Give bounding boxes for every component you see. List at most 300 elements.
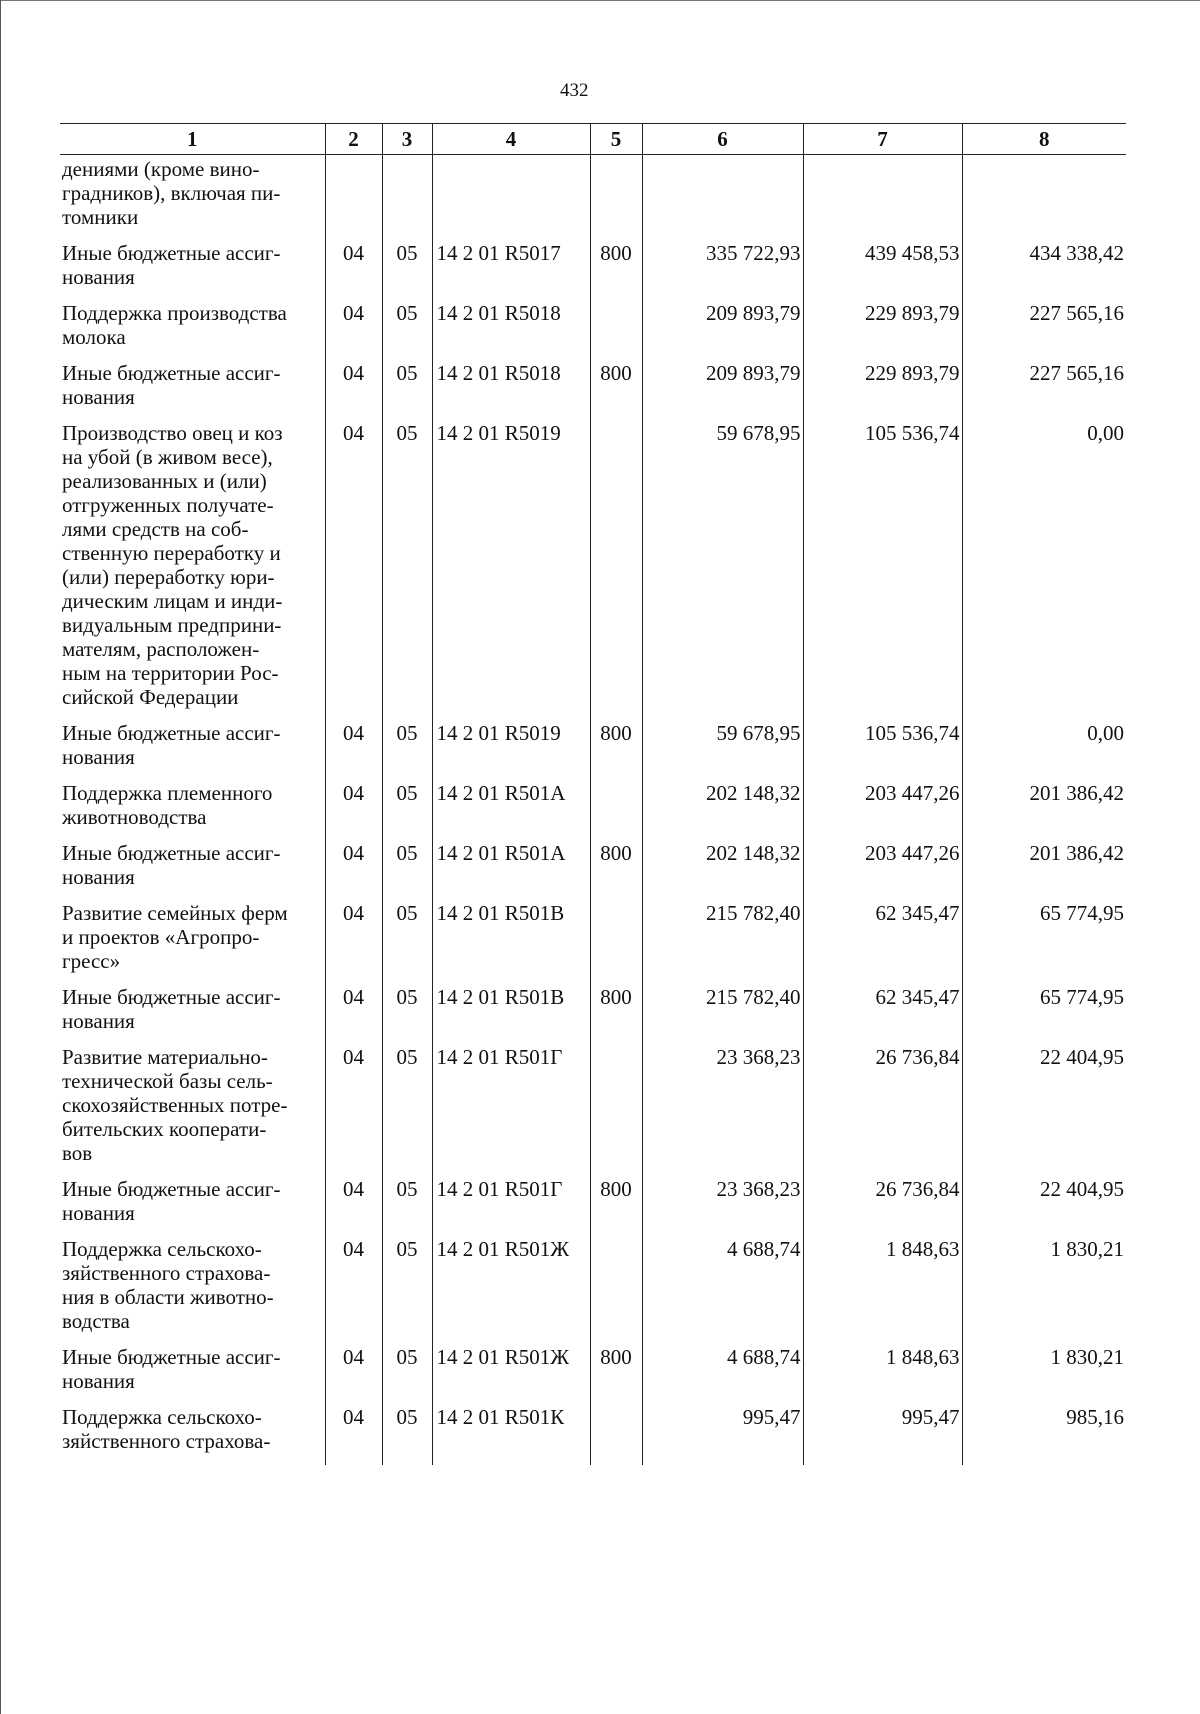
table-row xyxy=(60,781,1126,829)
spacer-cell xyxy=(60,1165,325,1177)
spacer-cell xyxy=(803,1033,962,1045)
amount-col7-cell: 1 848,63 xyxy=(803,1345,962,1393)
spacer-cell xyxy=(325,769,382,781)
row-name-line: Иные бюджетные ассиг- xyxy=(62,361,281,385)
row-name-line: нования xyxy=(62,1009,135,1033)
row-name-line: водства xyxy=(62,1309,130,1333)
table-row xyxy=(60,301,1126,349)
row-spacer xyxy=(60,1453,1126,1465)
row-name-line: Развитие материально- xyxy=(62,1045,268,1069)
row-name-cell xyxy=(60,155,325,230)
row-name-line: зяйственного страхова- xyxy=(62,1429,271,1453)
row-name-cell xyxy=(60,1345,325,1393)
section-code-cell: 04 xyxy=(325,1177,382,1225)
spacer-cell xyxy=(642,889,803,901)
scan-left-edge xyxy=(0,0,1,1714)
amount-col8-cell: 434 338,42 xyxy=(962,241,1126,289)
amount-col7-cell: 203 447,26 xyxy=(803,781,962,829)
amount-col6-cell xyxy=(642,155,803,230)
expense-type-cell xyxy=(590,155,642,230)
section-code-cell: 04 xyxy=(325,421,382,709)
row-name-line: бительских кооперати- xyxy=(62,1117,267,1141)
amount-col6-cell: 59 678,95 xyxy=(642,721,803,769)
subsection-code-cell: 05 xyxy=(382,241,432,289)
spacer-cell xyxy=(60,1393,325,1405)
spacer-cell xyxy=(803,1333,962,1345)
spacer-cell xyxy=(642,1393,803,1405)
section-code-cell: 04 xyxy=(325,1345,382,1393)
spacer-cell xyxy=(590,1453,642,1465)
subsection-code-cell: 05 xyxy=(382,361,432,409)
spacer-cell xyxy=(432,349,590,361)
spacer-cell xyxy=(590,349,642,361)
target-article-cell: 14 2 01 R5019 xyxy=(432,721,590,769)
amount-col7-cell: 229 893,79 xyxy=(803,361,962,409)
spacer-cell xyxy=(382,1393,432,1405)
row-name-line: ным на территории Рос- xyxy=(62,661,279,685)
row-name-line: скохозяйственных потре- xyxy=(62,1093,288,1117)
spacer-cell xyxy=(803,829,962,841)
table-row xyxy=(60,1345,1126,1393)
spacer-cell xyxy=(382,1165,432,1177)
column-header: 5 xyxy=(590,124,642,155)
spacer-cell xyxy=(803,349,962,361)
row-name-line: Развитие семейных ферм xyxy=(62,901,288,925)
subsection-code-cell: 05 xyxy=(382,985,432,1033)
section-code-cell: 04 xyxy=(325,1405,382,1453)
spacer-cell xyxy=(590,289,642,301)
spacer-cell xyxy=(432,1165,590,1177)
row-name-line: Иные бюджетные ассиг- xyxy=(62,241,281,265)
row-name-line: Иные бюджетные ассиг- xyxy=(62,841,281,865)
row-name-line: ственную переработку и xyxy=(62,541,281,565)
amount-col8-cell: 65 774,95 xyxy=(962,985,1126,1033)
spacer-cell xyxy=(325,1393,382,1405)
amount-col6-cell: 4 688,74 xyxy=(642,1345,803,1393)
spacer-cell xyxy=(382,409,432,421)
spacer-cell xyxy=(642,1033,803,1045)
expense-type-cell xyxy=(590,301,642,349)
spacer-cell xyxy=(382,1033,432,1045)
spacer-cell xyxy=(432,973,590,985)
section-code-cell: 04 xyxy=(325,985,382,1033)
amount-col7-cell: 62 345,47 xyxy=(803,985,962,1033)
column-header: 3 xyxy=(382,124,432,155)
spacer-cell xyxy=(60,709,325,721)
expense-type-cell: 800 xyxy=(590,841,642,889)
subsection-code-cell: 05 xyxy=(382,781,432,829)
amount-col7-cell: 26 736,84 xyxy=(803,1045,962,1165)
spacer-cell xyxy=(60,409,325,421)
spacer-cell xyxy=(642,349,803,361)
row-spacer xyxy=(60,1393,1126,1405)
spacer-cell xyxy=(325,973,382,985)
spacer-cell xyxy=(590,1165,642,1177)
spacer-cell xyxy=(325,1033,382,1045)
amount-col6-cell: 23 368,23 xyxy=(642,1177,803,1225)
target-article-cell: 14 2 01 R501А xyxy=(432,841,590,889)
spacer-cell xyxy=(60,889,325,901)
amount-col6-cell: 335 722,93 xyxy=(642,241,803,289)
expense-type-cell: 800 xyxy=(590,1177,642,1225)
spacer-cell xyxy=(642,973,803,985)
target-article-cell: 14 2 01 R5017 xyxy=(432,241,590,289)
row-name-cell xyxy=(60,985,325,1033)
column-header: 2 xyxy=(325,124,382,155)
table-row xyxy=(60,985,1126,1033)
expense-type-cell xyxy=(590,781,642,829)
row-spacer xyxy=(60,229,1126,241)
amount-col6-cell: 209 893,79 xyxy=(642,301,803,349)
subsection-code-cell: 05 xyxy=(382,1237,432,1333)
target-article-cell: 14 2 01 R5018 xyxy=(432,361,590,409)
subsection-code-cell: 05 xyxy=(382,1405,432,1453)
row-name-line: и проектов «Агропро- xyxy=(62,925,260,949)
spacer-cell xyxy=(590,1033,642,1045)
amount-col7-cell: 62 345,47 xyxy=(803,901,962,973)
spacer-cell xyxy=(590,409,642,421)
spacer-cell xyxy=(382,1333,432,1345)
spacer-cell xyxy=(325,1225,382,1237)
row-name-line: технической базы сель- xyxy=(62,1069,273,1093)
row-name-line: лями средств на соб- xyxy=(62,517,249,541)
column-header: 1 xyxy=(60,124,325,155)
spacer-cell xyxy=(803,1225,962,1237)
row-name-line: сийской Федерации xyxy=(62,685,239,709)
spacer-cell xyxy=(325,289,382,301)
expense-type-cell xyxy=(590,1405,642,1453)
table-row xyxy=(60,1045,1126,1165)
spacer-cell xyxy=(60,973,325,985)
row-name-line: реализованных и (или) xyxy=(62,469,267,493)
spacer-cell xyxy=(642,829,803,841)
section-code-cell: 04 xyxy=(325,1045,382,1165)
spacer-cell xyxy=(432,829,590,841)
spacer-cell xyxy=(590,889,642,901)
amount-col8-cell: 201 386,42 xyxy=(962,781,1126,829)
spacer-cell xyxy=(803,709,962,721)
subsection-code-cell: 05 xyxy=(382,1177,432,1225)
spacer-cell xyxy=(60,1333,325,1345)
budget-table xyxy=(60,123,1126,1465)
amount-col8-cell xyxy=(962,155,1126,230)
spacer-cell xyxy=(642,1333,803,1345)
spacer-cell xyxy=(60,829,325,841)
table-row xyxy=(60,1405,1126,1453)
spacer-cell xyxy=(432,769,590,781)
spacer-cell xyxy=(382,829,432,841)
row-name-line: ния в области животно- xyxy=(62,1285,274,1309)
table-row xyxy=(60,901,1126,973)
row-name-line: на убой (в живом весе), xyxy=(62,445,273,469)
target-article-cell: 14 2 01 R501Г xyxy=(432,1045,590,1165)
spacer-cell xyxy=(590,829,642,841)
row-name-cell xyxy=(60,361,325,409)
row-spacer xyxy=(60,709,1126,721)
spacer-cell xyxy=(803,973,962,985)
section-code-cell: 04 xyxy=(325,841,382,889)
amount-col8-cell: 0,00 xyxy=(962,721,1126,769)
spacer-cell xyxy=(325,829,382,841)
spacer-cell xyxy=(325,1165,382,1177)
spacer-cell xyxy=(642,769,803,781)
expense-type-cell: 800 xyxy=(590,241,642,289)
subsection-code-cell: 05 xyxy=(382,1045,432,1165)
row-name-line: нования xyxy=(62,265,135,289)
amount-col7-cell: 995,47 xyxy=(803,1405,962,1453)
row-name-line: нования xyxy=(62,745,135,769)
row-name-line: гресс» xyxy=(62,949,121,973)
section-code-cell xyxy=(325,155,382,230)
row-name-cell xyxy=(60,721,325,769)
spacer-cell xyxy=(590,1225,642,1237)
spacer-cell xyxy=(803,1165,962,1177)
spacer-cell xyxy=(382,769,432,781)
spacer-cell xyxy=(432,1393,590,1405)
row-name-line: дическим лицам и инди- xyxy=(62,589,283,613)
row-name-line: вов xyxy=(62,1141,93,1165)
spacer-cell xyxy=(382,289,432,301)
spacer-cell xyxy=(60,349,325,361)
row-spacer xyxy=(60,769,1126,781)
table-row xyxy=(60,155,1126,230)
table-row xyxy=(60,1177,1126,1225)
expense-type-cell: 800 xyxy=(590,1345,642,1393)
spacer-cell xyxy=(432,709,590,721)
spacer-cell xyxy=(962,1033,1126,1045)
scan-top-edge xyxy=(0,0,1200,1)
amount-col6-cell: 995,47 xyxy=(642,1405,803,1453)
spacer-cell xyxy=(962,409,1126,421)
row-name-line: Поддержка сельскохо- xyxy=(62,1405,262,1429)
spacer-cell xyxy=(803,229,962,241)
amount-col7-cell: 203 447,26 xyxy=(803,841,962,889)
expense-type-cell: 800 xyxy=(590,721,642,769)
row-name-line: животноводства xyxy=(62,805,207,829)
table-row xyxy=(60,241,1126,289)
section-code-cell: 04 xyxy=(325,241,382,289)
amount-col6-cell: 4 688,74 xyxy=(642,1237,803,1333)
spacer-cell xyxy=(325,349,382,361)
row-name-cell xyxy=(60,301,325,349)
spacer-cell xyxy=(60,289,325,301)
row-spacer xyxy=(60,1165,1126,1177)
spacer-cell xyxy=(60,229,325,241)
amount-col8-cell: 201 386,42 xyxy=(962,841,1126,889)
row-name-line: зяйственного страхова- xyxy=(62,1261,271,1285)
row-name-line: томники xyxy=(62,205,139,229)
spacer-cell xyxy=(432,409,590,421)
spacer-cell xyxy=(803,409,962,421)
amount-col6-cell: 23 368,23 xyxy=(642,1045,803,1165)
spacer-cell xyxy=(962,1225,1126,1237)
table-row xyxy=(60,841,1126,889)
amount-col8-cell: 227 565,16 xyxy=(962,361,1126,409)
row-name-line: градников), включая пи- xyxy=(62,181,281,205)
spacer-cell xyxy=(642,1453,803,1465)
target-article-cell: 14 2 01 R501Ж xyxy=(432,1237,590,1333)
row-name-line: Иные бюджетные ассиг- xyxy=(62,721,281,745)
expense-type-cell xyxy=(590,1237,642,1333)
row-name-line: дениями (кроме вино- xyxy=(62,157,260,181)
spacer-cell xyxy=(962,229,1126,241)
amount-col6-cell: 209 893,79 xyxy=(642,361,803,409)
spacer-cell xyxy=(642,289,803,301)
section-code-cell: 04 xyxy=(325,361,382,409)
spacer-cell xyxy=(590,1393,642,1405)
target-article-cell: 14 2 01 R501В xyxy=(432,901,590,973)
row-spacer xyxy=(60,1033,1126,1045)
row-name-line: отгруженных получате- xyxy=(62,493,274,517)
spacer-cell xyxy=(962,289,1126,301)
spacer-cell xyxy=(803,1393,962,1405)
amount-col8-cell: 1 830,21 xyxy=(962,1237,1126,1333)
row-name-line: Поддержка племенного xyxy=(62,781,273,805)
amount-col7-cell: 105 536,74 xyxy=(803,421,962,709)
amount-col7-cell: 105 536,74 xyxy=(803,721,962,769)
row-name-cell xyxy=(60,1177,325,1225)
subsection-code-cell: 05 xyxy=(382,1345,432,1393)
spacer-cell xyxy=(432,1453,590,1465)
spacer-cell xyxy=(803,1453,962,1465)
amount-col8-cell: 985,16 xyxy=(962,1405,1126,1453)
spacer-cell xyxy=(325,1453,382,1465)
spacer-cell xyxy=(60,1453,325,1465)
section-code-cell: 04 xyxy=(325,781,382,829)
column-header: 4 xyxy=(432,124,590,155)
amount-col7-cell: 1 848,63 xyxy=(803,1237,962,1333)
spacer-cell xyxy=(590,973,642,985)
spacer-cell xyxy=(962,709,1126,721)
expense-type-cell xyxy=(590,1045,642,1165)
amount-col7-cell: 439 458,53 xyxy=(803,241,962,289)
amount-col8-cell: 0,00 xyxy=(962,421,1126,709)
row-spacer xyxy=(60,829,1126,841)
amount-col8-cell: 1 830,21 xyxy=(962,1345,1126,1393)
spacer-cell xyxy=(325,889,382,901)
spacer-cell xyxy=(432,1333,590,1345)
row-name-line: нования xyxy=(62,1201,135,1225)
row-spacer xyxy=(60,409,1126,421)
target-article-cell: 14 2 01 R501А xyxy=(432,781,590,829)
amount-col7-cell: 229 893,79 xyxy=(803,301,962,349)
row-spacer xyxy=(60,1333,1126,1345)
spacer-cell xyxy=(432,1225,590,1237)
amount-col7-cell xyxy=(803,155,962,230)
target-article-cell xyxy=(432,155,590,230)
row-spacer xyxy=(60,973,1126,985)
spacer-cell xyxy=(590,769,642,781)
spacer-cell xyxy=(642,409,803,421)
target-article-cell: 14 2 01 R501К xyxy=(432,1405,590,1453)
row-name-line: Производство овец и коз xyxy=(62,421,283,445)
row-name-line: Иные бюджетные ассиг- xyxy=(62,1345,281,1369)
row-name-line: Поддержка производства xyxy=(62,301,287,325)
row-name-cell xyxy=(60,901,325,973)
spacer-cell xyxy=(962,769,1126,781)
row-name-cell xyxy=(60,781,325,829)
column-header: 6 xyxy=(642,124,803,155)
target-article-cell: 14 2 01 R501Ж xyxy=(432,1345,590,1393)
spacer-cell xyxy=(432,889,590,901)
target-article-cell: 14 2 01 R501В xyxy=(432,985,590,1033)
section-code-cell: 04 xyxy=(325,301,382,349)
row-name-line: Поддержка сельскохо- xyxy=(62,1237,262,1261)
amount-col8-cell: 22 404,95 xyxy=(962,1045,1126,1165)
column-header: 7 xyxy=(803,124,962,155)
spacer-cell xyxy=(382,349,432,361)
spacer-cell xyxy=(642,1225,803,1237)
spacer-cell xyxy=(642,1165,803,1177)
row-name-line: мателям, расположен- xyxy=(62,637,260,661)
row-name-cell xyxy=(60,421,325,709)
spacer-cell xyxy=(962,973,1126,985)
subsection-code-cell: 05 xyxy=(382,901,432,973)
row-name-cell xyxy=(60,1045,325,1165)
spacer-cell xyxy=(962,889,1126,901)
expense-type-cell: 800 xyxy=(590,985,642,1033)
subsection-code-cell: 05 xyxy=(382,721,432,769)
row-spacer xyxy=(60,889,1126,901)
spacer-cell xyxy=(325,229,382,241)
target-article-cell: 14 2 01 R5018 xyxy=(432,301,590,349)
spacer-cell xyxy=(962,1453,1126,1465)
subsection-code-cell xyxy=(382,155,432,230)
row-name-cell xyxy=(60,841,325,889)
spacer-cell xyxy=(432,1033,590,1045)
spacer-cell xyxy=(60,1225,325,1237)
amount-col6-cell: 202 148,32 xyxy=(642,841,803,889)
spacer-cell xyxy=(382,1225,432,1237)
expense-type-cell xyxy=(590,421,642,709)
spacer-cell xyxy=(325,1333,382,1345)
row-spacer xyxy=(60,1225,1126,1237)
section-code-cell: 04 xyxy=(325,721,382,769)
spacer-cell xyxy=(642,229,803,241)
expense-type-cell: 800 xyxy=(590,361,642,409)
amount-col8-cell: 227 565,16 xyxy=(962,301,1126,349)
spacer-cell xyxy=(590,229,642,241)
row-spacer xyxy=(60,289,1126,301)
spacer-cell xyxy=(962,1333,1126,1345)
spacer-cell xyxy=(382,889,432,901)
spacer-cell xyxy=(60,769,325,781)
table-row xyxy=(60,421,1126,709)
subsection-code-cell: 05 xyxy=(382,421,432,709)
table-row xyxy=(60,721,1126,769)
spacer-cell xyxy=(60,1033,325,1045)
row-name-cell xyxy=(60,1237,325,1333)
spacer-cell xyxy=(382,973,432,985)
spacer-cell xyxy=(962,349,1126,361)
subsection-code-cell: 05 xyxy=(382,301,432,349)
spacer-cell xyxy=(382,709,432,721)
target-article-cell: 14 2 01 R5019 xyxy=(432,421,590,709)
row-name-line: нования xyxy=(62,865,135,889)
spacer-cell xyxy=(642,709,803,721)
target-article-cell: 14 2 01 R501Г xyxy=(432,1177,590,1225)
row-name-line: Иные бюджетные ассиг- xyxy=(62,985,281,1009)
row-name-cell xyxy=(60,1405,325,1453)
spacer-cell xyxy=(432,289,590,301)
table-row xyxy=(60,361,1126,409)
spacer-cell xyxy=(325,709,382,721)
row-name-line: (или) переработку юри- xyxy=(62,565,275,589)
amount-col6-cell: 202 148,32 xyxy=(642,781,803,829)
spacer-cell xyxy=(962,1393,1126,1405)
spacer-cell xyxy=(325,409,382,421)
table-header-row xyxy=(60,124,1126,155)
